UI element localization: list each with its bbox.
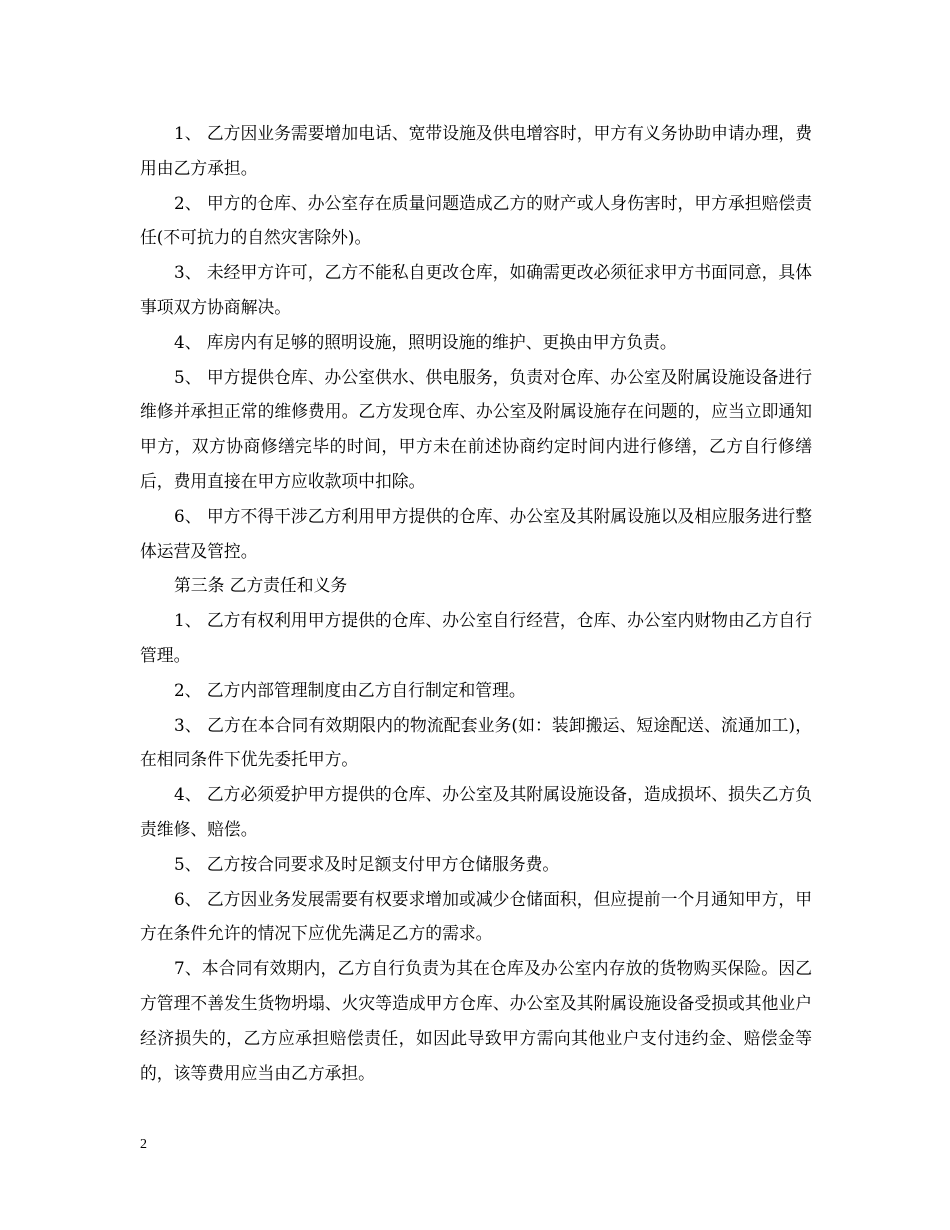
paragraph: 2、 甲方的仓库、办公室存在质量问题造成乙方的财产或人身伤害时，甲方承担赔偿责任(不可抗力的自然灾害除外)。: [140, 192, 812, 248]
paragraph: 6、 乙方因业务发展需要有权要求增加或减少仓储面积，但应提前一个月通知甲方，甲方在条件允许的情况下应优先满足乙方的需求。: [140, 888, 812, 944]
paragraph: 1、 乙方因业务需要增加电话、宽带设施及供电增容时，甲方有义务协助申请办理，费用由乙方承担。: [140, 123, 812, 178]
paragraph: 5、 甲方提供仓库、办公室供水、供电服务，负责对仓库、办公室及附属设施设备进行维修并承担正常的维修费用。乙方发现仓库、办公室及附属设施存在问题的，应当立即通知甲方，双方协商修缮完毕的时间，甲方未在前述协商约定时间内进行修缮，乙方自行修缮后，费用直接在甲方应收款项中扣除。: [140, 366, 812, 491]
paragraph: 6、 甲方不得干涉乙方利用甲方提供的仓库、办公室及其附属设施以及相应服务进行整体运营及管控。: [140, 505, 812, 561]
paragraph: 7、本合同有效期内，乙方自行负责为其在仓库及办公室内存放的货物购买保险。因乙方管理不善发生货物坍塌、火灾等造成甲方仓库、办公室及其附属设施设备受损或其他业户经济损失的，乙方应承担赔偿责任，如因此导致甲方需向其他业户支付违约金、赔偿金等的，该等费用应当由乙方承担。: [140, 958, 812, 1083]
paragraph: 1、 乙方有权利用甲方提供的仓库、办公室自行经营，仓库、办公室内财物由乙方自行管理。: [140, 610, 812, 665]
paragraph: 3、 未经甲方许可，乙方不能私自更改仓库，如确需更改必须征求甲方书面同意，具体事项双方协商解决。: [140, 262, 812, 317]
page-number: 2: [140, 1137, 147, 1152]
document-body: [140, 116, 812, 1090]
paragraph: 3、 乙方在本合同有效期限内的物流配套业务(如：装卸搬运、短途配送、流通加工)，在相同条件下优先委托甲方。: [140, 714, 812, 770]
section-heading: 第三条 乙方责任和义务: [174, 575, 348, 596]
paragraph: 5、 乙方按合同要求及时足额支付甲方仓储服务费。: [174, 853, 560, 874]
paragraph: 4、 乙方必须爱护甲方提供的仓库、办公室及其附属设施设备，造成损坏、损失乙方负责维修、赔偿。: [140, 784, 812, 839]
paragraph: 4、 库房内有足够的照明设施，照明设施的维护、更换由甲方负责。: [174, 331, 677, 352]
paragraph: 2、 乙方内部管理制度由乙方自行制定和管理。: [174, 679, 526, 700]
